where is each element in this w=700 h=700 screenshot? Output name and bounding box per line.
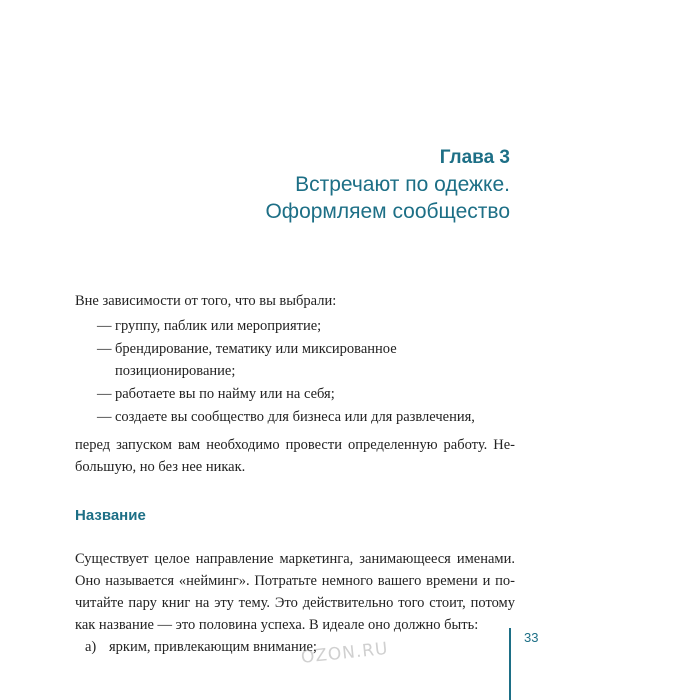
lettered-list-marker: а) bbox=[85, 639, 97, 655]
list-item-text: создаете вы сообщество для бизнеса или для развлечения, bbox=[115, 409, 475, 425]
intro-paragraph: Вне зависимости от того, что вы выбрали: bbox=[75, 293, 337, 309]
list-dash: — bbox=[97, 386, 112, 402]
list-dash: — bbox=[97, 409, 112, 425]
lettered-list-item bbox=[85, 636, 515, 658]
list-item bbox=[97, 406, 515, 428]
page-number: 33 bbox=[524, 630, 539, 645]
section-heading: Название bbox=[75, 507, 146, 524]
list-dash: — bbox=[97, 341, 112, 357]
list-item-text: брендирование, тематику или миксированное позиционирование; bbox=[115, 341, 397, 379]
list-item-text: группу, паблик или мероприятие; bbox=[115, 318, 322, 334]
chapter-header bbox=[110, 145, 510, 225]
chapter-label: Глава 3 bbox=[439, 147, 510, 168]
chapter-title-line-2: Оформляем сообщество bbox=[265, 200, 510, 223]
choices-list bbox=[97, 315, 515, 428]
page-number-rule bbox=[509, 628, 511, 700]
list-dash: — bbox=[97, 318, 112, 334]
chapter-title-line-1: Встречают по одежке. bbox=[295, 173, 510, 196]
section-paragraph: Существует целое направление маркетинга, занимающееся именами. Оно называется «нейминг». Потратьте немного вашего времени и по-читайте пару книг на эту тему. Это действительно того стоит, потому как название — это половина успеха. В идеале оно должно быть: bbox=[75, 551, 515, 633]
after-list-paragraph: перед запуском вам необходимо провести определенную работу. Не-большую, но без нее никак. bbox=[75, 437, 515, 475]
body-text bbox=[75, 290, 515, 658]
list-item bbox=[97, 383, 515, 405]
watermark: OZON.RU bbox=[300, 638, 390, 668]
list-item-text: работаете вы по найму или на себя; bbox=[115, 386, 335, 402]
lettered-list-text: ярким, привлекающим внимание; bbox=[109, 639, 317, 655]
list-item bbox=[97, 338, 515, 382]
list-item bbox=[97, 315, 515, 337]
